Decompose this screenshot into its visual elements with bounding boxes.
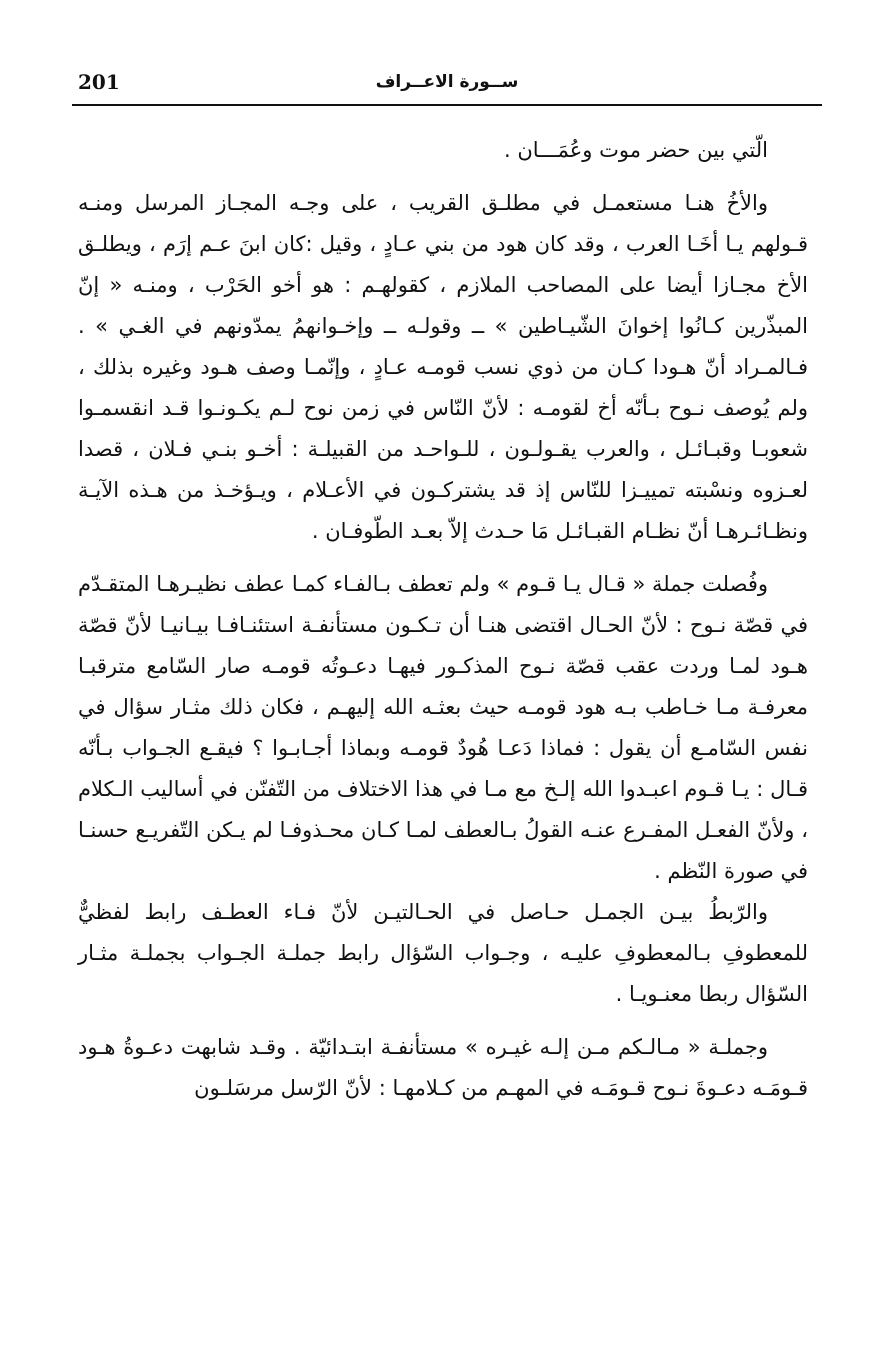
page-number: 201 [78,70,120,94]
header-rule [72,104,822,106]
page-header [72,62,822,106]
paragraph: وجملـة « مـالـكم مـن إلـه غيـره » مستأنفـة ابتـدائيّة . وقـد شابهت دعـوةُ هـود قـومَـه دعـوةَ نـوح قـومَـه في المهـم من كـلامهـا : لأنّ الرّسل مرسَلـون [78,1035,808,1100]
paragraph: والرّبطُ بيـن الجمـل حـاصل في الحـالتيـن لأنّ فـاء العطـف رابط لفظيٌّ للمعطوفِ بـالمعطوفِ عليـه ، وجـواب السّؤال رابط جملـة الجـواب بجملـة مثـار السّؤال ربطا معنـويـا . [78,900,808,1006]
running-title: ســورة الاعــراف [375,72,519,92]
paragraph: وفُصلت جملة « قـال يـا قـوم » ولم تعطف بـالفـاء كمـا عطف نظيـرهـا المتقـدّم في قصّة نـوح : لأنّ الحـال اقتضى هنـا أن تـكـون مستأنفـة استئنـافـا بيـانيـا لأنّ قصّة هـود لمـا وردت عقب قصّة نـوح المذكـور فيهـا دعـوتُه قومـه صار السّامع مترقبـا معرفـة مـا خـاطب بـه هود قومـه حيث بعثـه الله إليهـم ، فكان ذلك مثـار سؤال في نفس السّامـع أن يقول : فماذا دَعـا هُودٌ قومـه وبماذا أجـابـوا ؟ فيقـع الجـواب بـأنّه قـال : يـا قـوم اعبـدوا الله إلـخ مع مـا في هذا الاختلاف من التّفنّن في أساليب الـكلام ، ولأنّ الفعـل المفـرع عنـه القولُ بـالعطف لمـا كـان محـذوفـا لم يـكن التّفريـع حسنـا في صورة النّظم . [78,572,808,883]
paragraph: الّتي بين حضر موت وعُمَـــان . [503,138,768,162]
body-text [78,130,808,1109]
paragraph: والأخُ هنـا مستعمـل في مطلـق القريب ، على وجـه المجـاز المرسل ومنـه قـولهم يـا أخَـا العرب ، وقد كان هود من بني عـادٍ ، وقيل :كان ابنَ عـم إرَم ، ويطلـق الأخ مجـازا أيضا على المصاحب الملازم ، كقولهـم : هو أخو الحَرْب ، ومنـه « إنّ المبذّرين كـانُوا إخوانَ الشّيـاطين » ــ وقولـه ــ وإخـوانهمُ يمدّونهم في الغـي » . فـالمـراد أنّ هـودا كـان من ذوي نسب قومـه عـادٍ ، وإنّمـا وصف هـود وغيره بذلك ، ولم يُوصف نـوح بـأنّه أخ لقومـه : لأنّ النّاس في زمن نوح لـم يكـونـوا قـد انقسمـوا شعوبـا وقبـائـل ، والعرب يقـولـون ، للـواحـد من القبيلـة : أخـو بنـي فـلان ، قصدا لعـزوه ونسْبته تمييـزا للنّاس إذ قد يشتركـون في الأعـلام ، ويـؤخـذ من هـذه الآيـة ونظـائـرهـا أنّ نظـام القبـائـل مَا حـدث إلاّ بعـد الطّوفـان . [78,191,808,543]
